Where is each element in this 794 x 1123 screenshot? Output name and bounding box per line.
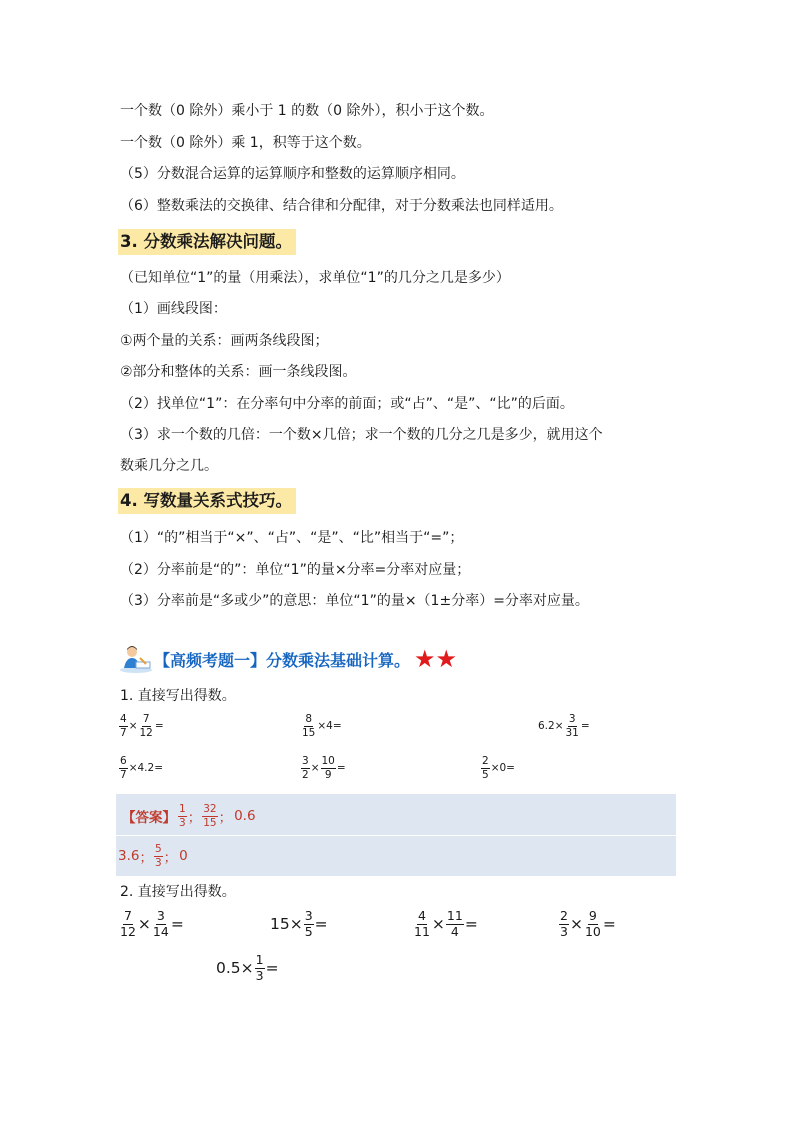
section4-line: （2）分率前是“的”：单位“1”的量×分率=分率对应量； <box>120 562 471 578</box>
q2-item-2: 15× $\frac{3}{5}$ = <box>270 908 328 939</box>
student-writing-icon <box>118 644 154 674</box>
section3-line: ①两个量的关系：画两条线段图； <box>120 333 329 349</box>
q2-item-3: $\frac{4}{11}$ × $\frac{11}{4}$ = <box>414 908 478 939</box>
answer-label: 【答案】 <box>122 810 176 826</box>
text-line-4: （6）整数乘法的交换律、结合律和分配律，对于分数乘法也同样适用。 <box>120 198 563 214</box>
section3-line: 数乘几分之几。 <box>120 458 218 474</box>
answer-row-1: 【答案】 $\frac{1}{3}$ ； $\frac{32}{15}$ ； 0.6 <box>122 803 256 829</box>
section4-line: （1）“的”相当于“×”、“占”、“是”、“比”相当于“=”； <box>120 530 464 546</box>
section3-line: ②部分和整体的关系：画一条线段图。 <box>120 364 357 380</box>
topic-header <box>118 644 457 674</box>
q1-item-5: $\frac{3}{2}$ × $\frac{10}{9}$ = <box>302 755 346 781</box>
q1-item-4: $\frac{6}{7}$ ×4.2 = <box>120 755 163 781</box>
answer-row-2: 3.6 ； $\frac{5}{3}$ ； 0 <box>118 843 188 869</box>
text-line-2: 一个数（0 除外）乘 1，积等于这个数。 <box>120 135 371 151</box>
section3-line: （1）画线段图： <box>120 301 227 317</box>
q2-item-5: 0.5× $\frac{1}{3}$ = <box>216 952 279 983</box>
question-2-title: 2. 直接写出得数。 <box>120 884 236 900</box>
section3-line: （2）找单位“1”：在分率句中分率的前面；或“占”、“是”、“比”的后面。 <box>120 396 574 412</box>
difficulty-stars: ★★ <box>414 645 458 673</box>
topic-title: 【高频考题一】分数乘法基础计算。 <box>154 650 411 670</box>
section4-line: （3）分率前是“多或少”的意思：单位“1”的量×（1±分率）=分率对应量。 <box>120 593 589 609</box>
q1-item-3: 6.2× $\frac{3}{31}$ = <box>538 713 590 739</box>
answer-box <box>116 794 676 876</box>
section-heading-4: 4. 写数量关系式技巧。 <box>118 488 296 514</box>
question-1-title: 1. 直接写出得数。 <box>120 688 236 704</box>
section-heading-3: 3. 分数乘法解决问题。 <box>118 229 296 255</box>
section3-line: （3）求一个数的几倍：一个数×几倍；求一个数的几分之几是多少，就用这个 <box>120 427 603 443</box>
q1-item-6: $\frac{2}{5}$ ×0 = <box>482 755 515 781</box>
q2-item-1: $\frac{7}{12}$ × $\frac{3}{14}$ = <box>120 908 184 939</box>
text-line-3: （5）分数混合运算的运算顺序和整数的运算顺序相同。 <box>120 166 465 182</box>
q2-item-4: $\frac{2}{3}$ × $\frac{9}{10}$ = <box>560 908 616 939</box>
section3-line: （已知单位“1”的量（用乘法），求单位“1”的几分之几是多少） <box>120 270 510 286</box>
q1-item-2: $\frac{8}{15}$ ×4 = <box>302 713 342 739</box>
q1-item-1: $\frac{4}{7}$ × $\frac{7}{12}$ = <box>120 713 164 739</box>
text-line-1: 一个数（0 除外）乘小于 1 的数（0 除外），积小于这个数。 <box>120 103 494 119</box>
